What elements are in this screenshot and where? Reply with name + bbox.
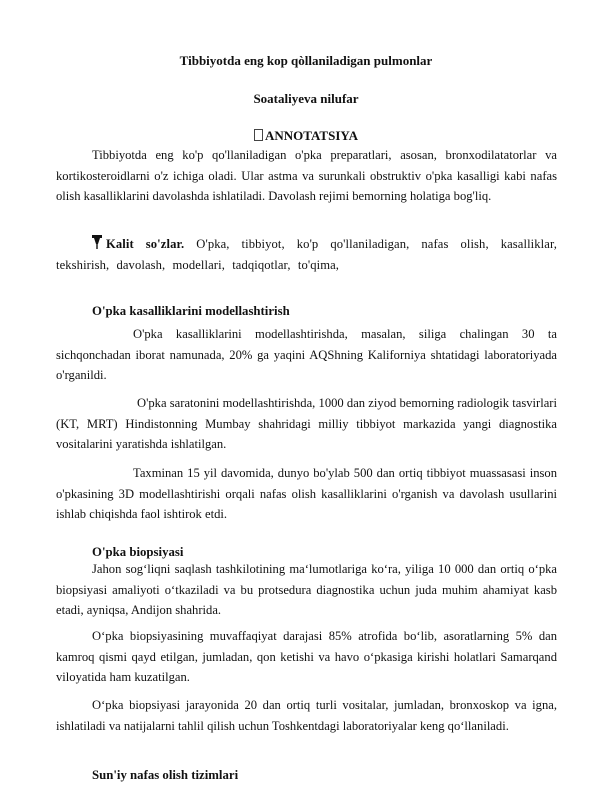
section1-paragraph-1: O'pka kasalliklarini modellashtirishda, masalan, siliga chalingan 30 ta sichqonchadan iborat namunada, 20% ga yaqini AQShning Kaliforniya shtatidagi laboratoriyada o'rganildi. xyxy=(56,327,557,383)
pin-marker-icon xyxy=(92,235,102,249)
paper-title: Tibbiyotda eng kop qòllaniladigan pulmonlar xyxy=(179,53,433,68)
section1-paragraph-2: O'pka saratonini modellashtirishda, 1000 dan ziyod bemorning radiologik tasvirlari (KT, MRT) Hindistonning Mumbay shahridagi milliy tibbiyot markazida yangi diagnostika vositalarini yaratishda ishlatilgan. xyxy=(56,396,557,452)
keywords-paragraph xyxy=(56,234,557,275)
missing-glyph-icon xyxy=(254,129,263,141)
section2-paragraph-2: O‘pka biopsiyasining muvaffaqiyat darajasi 85% atrofida bo‘lib, asoratlarning 5% dan kamroq qismi qayd etilgan, jumladan, qon ketishi va havo o‘pkasiga kirishi holatlari Samarqand viloyatida ham kuzatilgan. xyxy=(56,629,557,685)
annotation-heading-text: ANNOTATSIYA xyxy=(265,128,358,143)
annotation-paragraph: Tibbiyotda eng ko'p qo'llaniladigan o'pka preparatlari, asosan, bronxodilatatorlar va kortikosteroidlarni o'z ichiga oladi. Ular astma va surunkali obstruktiv o'pka kasalligi kabi nafas olish kasalliklarini davolashda ishlatiladi. Davolash rejimi bemorning holatiga bog'liq. xyxy=(56,148,557,204)
section-heading-ventilation: Sun'iy nafas olish tizimlari xyxy=(92,768,239,782)
section2-paragraph-3: O‘pka biopsiyasi jarayonida 20 dan ortiq turli vositalar, jumladan, bronxoskop va igna, ishlatiladi va natijalarni tahlil qilish uchun Toshkentdagi laboratoriyalar keng qo‘llaniladi. xyxy=(56,698,557,733)
section-heading-modeling: O'pka kasalliklarini modellashtirish xyxy=(92,304,290,318)
keywords-text: O'pka, tibbiyot, ko'p qo'llaniladigan, nafas olish, kasalliklar, tekshirish, davolash, modellari, tadqiqotlar, to'qima, xyxy=(56,237,557,272)
annotation-heading xyxy=(56,126,556,147)
keywords-label: Kalit so'zlar. xyxy=(106,237,185,251)
section2-paragraph-1: Jahon sog‘liqni saqlash tashkilotining ma‘lumotlariga ko‘ra, yiliga 10 000 dan ortiq o‘pka biopsiyasi amaliyoti o‘tkaziladi va bu protsedura diagnostika uchun juda muhim ahamiyat kasb etadi, ayniqsa, Andijon shahrida. xyxy=(56,562,557,618)
section1-paragraph-3: Taxminan 15 yil davomida, dunyo bo'ylab 500 dan ortiq tibbiyot muassasasi inson o'pkasining 3D modellashtirishi orqali nafas olish kasalliklarini o'rganish va davolash usullarini ishlab chiqishda faol ishtirok etdi. xyxy=(56,466,557,522)
section-heading-biopsy: O'pka biopsiyasi xyxy=(92,545,184,559)
author-name: Soataliyeva nilufar xyxy=(253,91,359,106)
